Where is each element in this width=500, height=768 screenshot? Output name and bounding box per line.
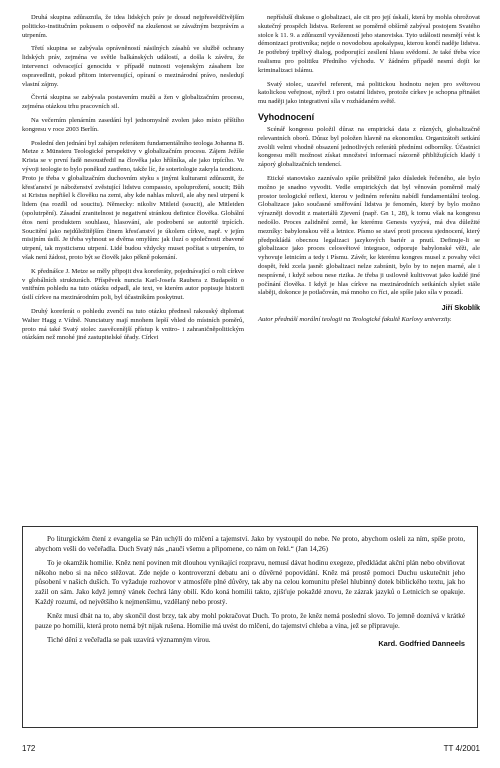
left-column — [22, 14, 244, 348]
boxed-reflection — [22, 526, 478, 728]
page-number: 172 — [22, 744, 36, 753]
left-paragraph-6: K přednášce J. Metze se měly připojit dva koreferáty, pojednávající o roli církve v globálních strukturách. Příspěvek nuncia Karl-Josefa Raubera z Budapešti o vnitřním pohledu na tuto otázku odpadl, ale text, ve kterém autor popisuje historii úsilí církve na mezinárodním poli, byl účastníkům poskytnut. — [22, 267, 244, 302]
left-paragraph-2: Třetí skupina se zabývala oprávněností násilných zásahů ve službě ochrany lidských práv, zejména ve světle balkánských událostí, a došla k závěru, že intervenci odvracející genocidu v případě nutnosti vojenským zásahem lze ospravedlnit, pokud přitom intervenující, opíraní o mezinárodní právo, nesledují vlastní zájmy. — [22, 45, 244, 88]
page-footer — [22, 744, 480, 753]
box-paragraph-1: Po liturgickém čtení z evangelia se Pán uchýlí do mlčení a tajemství. Jako by vystoupil do nebe. Ne proto, abychom osleli za ním, spíše proto, abychom vešli do večeřadla. Duch Svatý nás „naučí všemu a připomene, co nám on řekl.“ (Jan 14,26) — [35, 535, 465, 553]
author-signature: Jiří Skoblík — [441, 303, 480, 313]
two-column-body — [22, 14, 480, 348]
box-paragraph-4: Tiché dění z večeřadla se pak uzavírá významným vírou. — [47, 636, 211, 645]
left-paragraph-3: Čtvrtá skupina se zabývala postavením mužů a žen v globalizačním procesu, zejména otázkou trhu pracovních sil. — [22, 94, 244, 111]
right-paragraph-2: Svatý stolec, uzavřel referent, má politickou hodnotu nejen pro světovou katolickou veřejnost, nýbrž i pro ostatní lidstvo, protože církev je schopna přinášet mu naději jako integrativní síla v rozhádaném světě. — [258, 80, 480, 106]
left-paragraph-7: Druhý koreferát o pohledu zvenčí na tuto otázku přednesl rakouský diplomat Walter Hagg z Vídně. Nunciatury mají mnohem lepší vhled do místních poměrů, proto má také Svatý stolec zasvěcenější přístup k vnitro- i zahraničněpolitickým otázkám než mnohé jiné zastupitelské úřady. Církvi — [22, 307, 244, 342]
article-page — [22, 14, 480, 348]
author-note: Autor přednáší morální teologii na Teologické fakultě Karlovy univerzity. — [258, 316, 452, 324]
box-paragraph-2: To je okamžik homilie. Kněz není povinen mít dlouhou vynikající rozpravu, nemusí dávat hodinu exegeze, předkládat akční plán nebo obviňovat někoho nebo si na něco stěžovat. Zde nejde o kontroverzní debatu ani o důvěrné popovídání. Kněz má prostě pomoci Duchu uskutečnit jeho působení v našich duších. To vyžaduje rozhovor v atmosféře plné důvěry, tak aby na celou komunitu přešel hlubinný dotek biblického textu, jak ho zažil on sám. Jako když jemný vánek čechrá lány obilí. Kdo koná homilii takto, zjišťuje pokaždé znovu, že zázrak jazyků o Letnicích se opakuje. Každý rozumí, od největšího k nejmenšímu, vzdělaný nebo prostý. — [35, 559, 465, 606]
section-heading: Vyhodnocení — [258, 111, 315, 122]
left-paragraph-5: Poslední den jednání byl zahájen referátem fundamentálního teologa Johanna B. Metze z Münsteru Teologické perspektivy v globalizačním procesu. Zájem Ježíše Krista se v první řadě nesoustředil na člověka jako hříšníka, ale jako trpícího. Ve vývoji teologie to bylo poněkud zastřeno, takže líc, že soteriologie zakryla teodiceu. Proto je třeba v globalizačním duchovním styku s jinými kulturami zdůraznit, že křesťanství je náboženství zvěstující lidstvu compassio, spoluprožení, soucit; Bůh si Kristus nepřišel k člověku na zemi, aby kde nahlas mluvil, ale aby nesl utrpení k lidem (na rozdíl od soucitu). Německy: nikoliv Mitleid (soucit), ale Mitleiden (spolutrpění). Zásadní zranitelnost je negativní stránkou definice člověka. Globální étos není produktem souhlasu, hlasování, ale podrobení se autoritě trpících. Soucitění jako nejdůležitějším činem křesťanství je úkolem církve, např. v jejím misijním úsilí. Je třeba vyhnout se dvěma omylům: jak iluzí o společnosti zbavené utrpení, tak mysticismu utrpení. Lidé budou vždycky muset počítat s utrpením, to však není žádost, proto být se člověk jako pěkně pokenání. — [22, 139, 244, 261]
right-column — [258, 14, 480, 348]
box-paragraph-3: Kněz musí dbát na to, aby skončil dost brzy, tak aby mohl pokračovat Duch. To proto, že kněz nemá poslední slovo. To jemně doznívá v krátké pauze po homilii, která proto nemá být nijak rušena. Homilie má uvést do mlčení, do tajemství chleba a vína, jež se připravuje. — [35, 612, 465, 630]
right-paragraph-4: Etické stanovisko zaznívalo spíše průběžně jako důsledek řečeného, ale bylo možno je snadno vyvodit. Vedle empirických dat byl věnován poměrně malý prostor teologické reflexi, kterou v jediném referátu nabídl fundamentální teolog. Globalizace jako současné směřování lidstva je fenomén, který by bylo možno výrazněji dovodit z materiálů Zjevení (např. Gn 1, 28), k tomu však na kongresu nedošlo. Proces zalidnění země, ke kterému Genesis vyzývá, má dva důležité mezníky: babylonskou věž a letnice. Písmo se staví proti procesu sjednocení, který předpokládá obecnou legalizaci jazykových bariér a pnutí. Definuje-li se globalizace jako proces celosvětové integrace, odporuje babylonské věži, ale vyhovuje letnicím a tedy i Písmu. Závěr, ke kterému kongres musel z povahy věci dospět, řekl zcela jasně: globalizaci nelze zabránit, bylo by to nejen marné, ale i nesprávné, i když sebou nese rizika. Je třeba ji usilovně kultivovat jako každé jiné počínání člověka. I když je hlas církve na mezinárodních setkáních slyšet stále slaběji, dokonce je potlačován, má mnoho co říci, ale spíše jako síla v pozadí. — [258, 174, 480, 297]
box-signature: Kard. Godfried Danneels — [378, 638, 465, 648]
left-paragraph-1: Druhá skupina zdůraznila, že idea lidských práv je dosud nejpřesvědčivějším politicko-institučním pokusem o odpověď na zkušenost se závažným bezprávím a utrpením. — [22, 14, 244, 39]
right-paragraph-3: Scénář kongresu položil důraz na empirická data z různých, globalizačně relevantních oborů. Důraz byl položen hlavně na ekonomiku. Organizátoři setkání zvolili velmi vhodně obsazení jednotlivých referátů předními odborníky. Účastníci kongresu měli možnost získat množství informací názorně přibližujících kladý i záporý globalizačních tendencí. — [258, 125, 480, 169]
issue-label: TT 4/2001 — [443, 744, 480, 753]
left-paragraph-4: Na večerním plenárním zasedání byl jednomyslně zvolen jako místo příštího kongresu v roce 2003 Berlín. — [22, 116, 244, 133]
right-paragraph-1: nepřísluší diskuse o globalizaci, ale cit pro její úskalí, která by mohla ohrožovat skutečný prospěch lidstva. Referent se poměrně obšírně zabýval postojem Svatého stolce k 11. 9. a zdůraznil vyvážeností jeho stanoviska. Tyto události nesmějí vést k démonizaci protivníka; nejde o novodobou apokalypsu, kterou končí naděje lidstva. Je potřebný trpělivý dialog, podporující zesílení hlasu svědomí. Je také třeba více realismu pro politiku Předního východu. V žádném případě nesmí dojít ke kriminalizaci islámu. — [258, 14, 480, 74]
